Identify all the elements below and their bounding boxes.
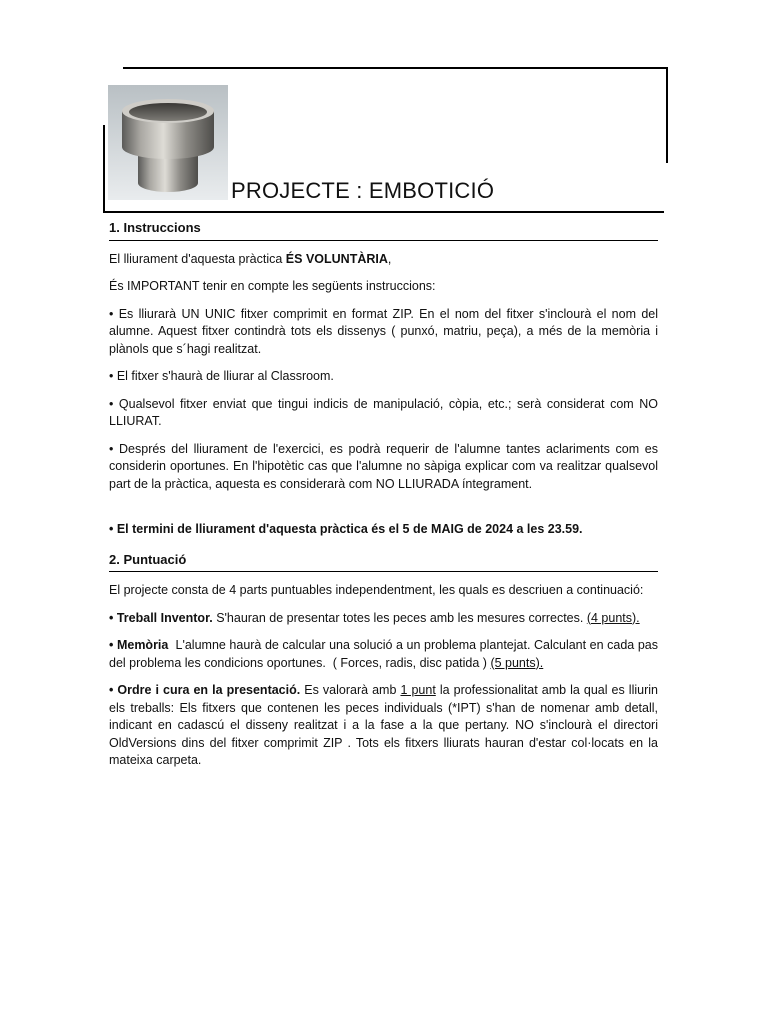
section-heading-scoring: 2. Puntuació xyxy=(109,549,658,573)
voluntary-notice: El lliurament d'aquesta pràctica ÉS VOLUNTÀRIA, xyxy=(109,251,392,266)
instruction-bullet-clarifications: • Després del lliurament de l'exercici, es podrà requerir de l'alumne tantes aclariments com es considerin oportunes. En l'hipotètic cas que l'alumne no sàpiga explicar com va realitzar qualsevol part de la pràctica, aquesta es considerarà com NO LLIURADA íntegrament. xyxy=(109,441,658,491)
section-heading-instructions: 1. Instruccions xyxy=(109,217,658,241)
scoring-item-memoria: • Memòria L'alumne haurà de calcular una solució a un problema plantejat. Calculant en cada pas del problema les condicions oportunes. ( Forces, radis, disc patida ) (5 punts). xyxy=(109,638,662,670)
scoring-item-presentation: • Ordre i cura en la presentació. Es valorarà amb 1 punt la professionalitat amb la qual es lliurin els treballs: Els fitxers que contenen les peces individuals (*IPT) s'han de nomenar amb detall, indicant en cadascú el disseny realitzat i a la fase a la que pertany. NO s'inclourà el directori OldVersions dins del fitxer comprimit ZIP . Tots els fitxers lliurats hauran d'estar col·locats en la mateixa carpeta. xyxy=(109,683,658,767)
header-frame-top-line xyxy=(123,67,668,69)
header-frame-right-line xyxy=(666,67,668,163)
page-title: PROJECTE : EMBOTICIÓ xyxy=(231,178,495,203)
scoring-intro: El projecte consta de 4 parts puntuables independentment, les quals es descriuen a continuació: xyxy=(109,583,644,597)
scoring-item-inventor: • Treball Inventor. S'hauran de presentar totes les peces amb les mesures correctes. (4 punts). xyxy=(109,610,640,625)
cylindrical-metal-part-icon xyxy=(108,85,228,200)
deadline-notice: • El termini de lliurament d'aquesta pràctica és el 5 de MAIG de 2024 a les 23.59. xyxy=(109,522,583,536)
instructions-intro: És IMPORTANT tenir en compte les següents instruccions: xyxy=(109,279,436,293)
instruction-bullet-manipulation: • Qualsevol fitxer enviat que tingui indicis de manipulació, còpia, etc.; serà considerat com NO LLIURAT. xyxy=(109,396,658,428)
instruction-bullet-classroom: • El fitxer s'haurà de lliurar al Classroom. xyxy=(109,369,334,383)
header-frame-bottom-line xyxy=(103,211,664,213)
instruction-bullet-zip: • Es lliurarà UN UNIC fitxer comprimit en format ZIP. En el nom del fitxer s'inclourà el nom del alumne. Aquest fitxer contindrà tots els dissenys ( punxó, matriu, peça), a més de la memòria i plànols que s´hagi realitzat. xyxy=(109,306,658,356)
document-body xyxy=(109,217,662,780)
spacer xyxy=(109,503,658,521)
header-frame-left-line xyxy=(103,125,105,213)
